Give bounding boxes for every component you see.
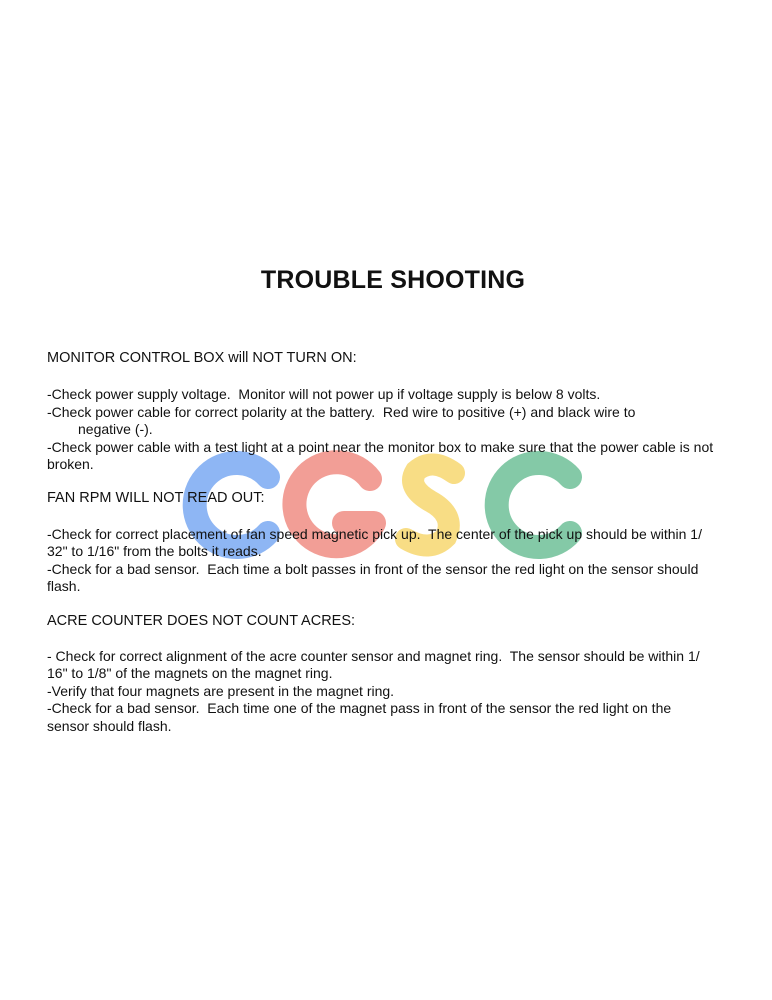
section-3-line-2: 16" to 1/8" of the magnets on the magnet ring. [47,665,333,681]
section-2-line-2: 32" to 1/16" from the bolts it reads. [47,543,262,559]
section-2-line-3: -Check for a bad sensor. Each time a bolt passes in front of the sensor the red light on the sensor should [47,561,699,577]
section-3-line-5: sensor should flash. [47,718,172,734]
section-3-line-1: - Check for correct alignment of the acre counter sensor and magnet ring. The sensor should be within 1/ [47,648,700,664]
section-1-line-5: broken. [47,456,94,472]
section-3-line-4: -Check for a bad sensor. Each time one of the magnet pass in front of the sensor the red light on the [47,700,672,716]
section-3-line-3: -Verify that four magnets are present in the magnet ring. [47,683,395,699]
section-heading-acre-counter: ACRE COUNTER DOES NOT COUNT ACRES: [47,613,356,629]
page-title: TROUBLE SHOOTING [260,266,526,294]
section-1-line-4: -Check power cable with a test light at a point near the monitor box to make sure that the power cable is not [47,439,714,455]
section-1-line-2: -Check power cable for correct polarity at the battery. Red wire to positive (+) and black wire to [47,404,636,420]
section-2-line-1: -Check for correct placement of fan speed magnetic pick up. The center of the pick up should be within 1/ [47,526,702,542]
section-1-line-3: negative (-). [78,421,153,437]
section-heading-fan-rpm: FAN RPM WILL NOT READ OUT: [47,490,265,506]
section-heading-monitor-control-box: MONITOR CONTROL BOX will NOT TURN ON: [47,350,357,366]
section-1-line-1: -Check power supply voltage. Monitor will not power up if voltage supply is below 8 volts. [47,386,601,402]
section-2-line-4: flash. [47,578,81,594]
